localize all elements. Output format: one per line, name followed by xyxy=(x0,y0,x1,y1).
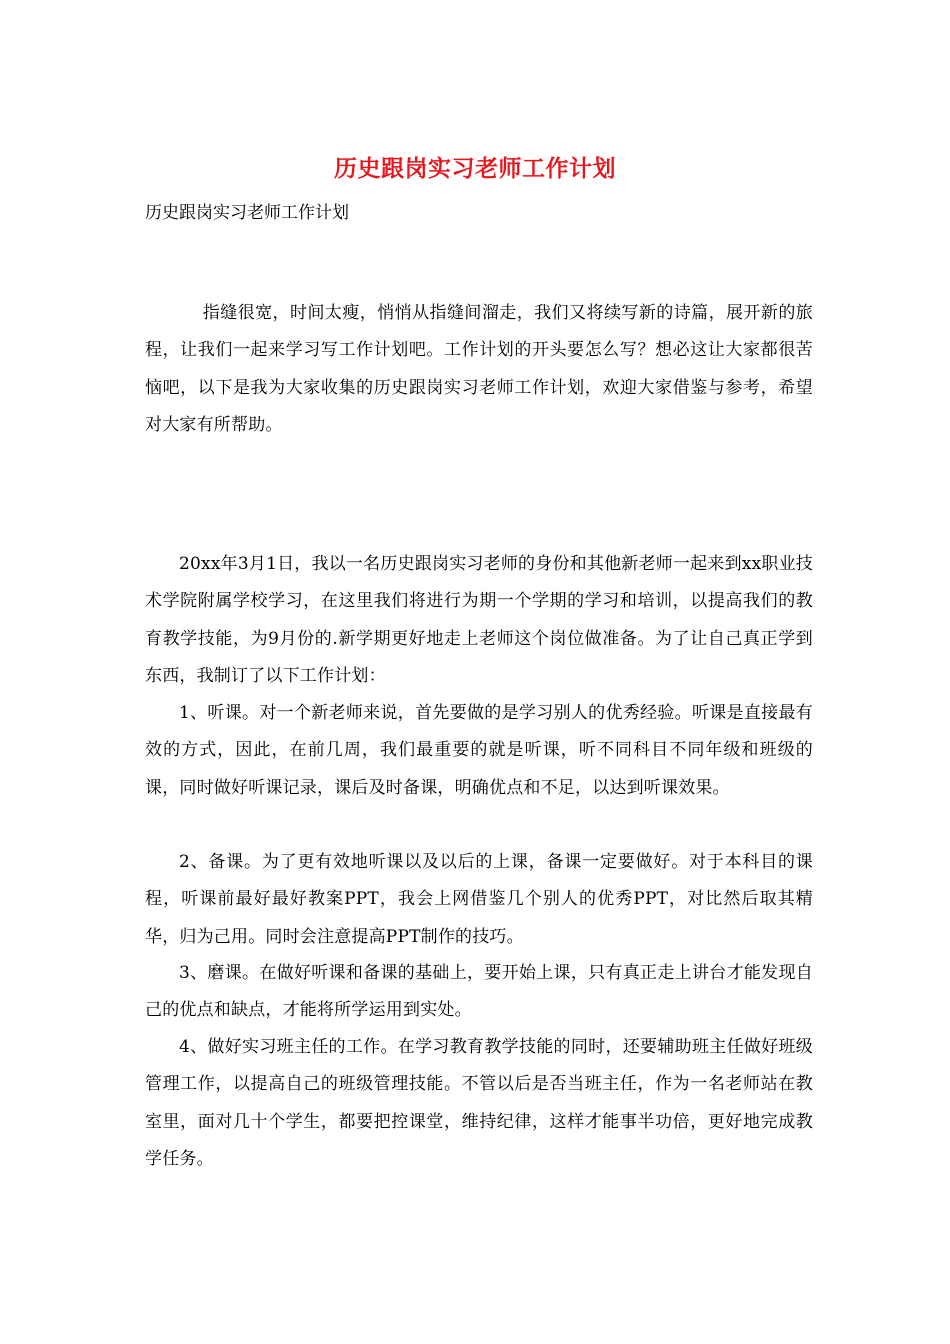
body-paragraph: 20xx年3月1日，我以一名历史跟岗实习老师的身份和其他新老师一起来到xx职业技术学院附属学校学习，在这里我们将进行为期一个学期的学习和培训，以提高我们的教育教学技能，为9月份的.新学期更好地走上老师这个岗位做准备。为了让自己真正学到东西，我制订了以下工作计划： xyxy=(145,554,813,686)
document-title: 历史跟岗实习老师工作计划 xyxy=(334,155,616,182)
plan-item-practice: 3、磨课。在做好听课和备课的基础上，要开始上课，只有真正走上讲台才能发现自己的优点和缺点，才能将所学运用到实处。 xyxy=(145,963,813,1021)
document-subtitle: 历史跟岗实习老师工作计划 xyxy=(145,203,349,223)
plan-item-listening: 1、听课。对一个新老师来说，首先要做的是学习别人的优秀经验。听课是直接最有效的方式，因此，在前几周，我们最重要的就是听课，听不同科目不同年级和班级的课，同时做好听课记录，课后及时备课，明确优点和不足，以达到听课效果。 xyxy=(145,703,813,798)
intro-paragraph: 指缝很宽，时间太瘦，悄悄从指缝间溜走，我们又将续写新的诗篇，展开新的旅程，让我们一起来学习写工作计划吧。工作计划的开头要怎么写？想必这让大家都很苦恼吧，以下是我为大家收集的历史跟岗实习老师工作计划，欢迎大家借鉴与参考，希望对大家有所帮助。 xyxy=(145,303,813,435)
plan-item-preparation: 2、备课。为了更有效地听课以及以后的上课，备课一定要做好。对于本科目的课程，听课前最好最好教案PPT，我会上网借鉴几个别人的优秀PPT，对比然后取其精华，归为己用。同时会注意提高PPT制作的技巧。 xyxy=(145,852,813,947)
plan-item-class-teacher: 4、做好实习班主任的工作。在学习教育教学技能的同时，还要辅助班主任做好班级管理工作，以提高自己的班级管理技能。不管以后是否当班主任，作为一名老师站在教室里，面对几十个学生，都要把控课堂，维持纪律，这样才能事半功倍，更好地完成教学任务。 xyxy=(145,1037,813,1169)
